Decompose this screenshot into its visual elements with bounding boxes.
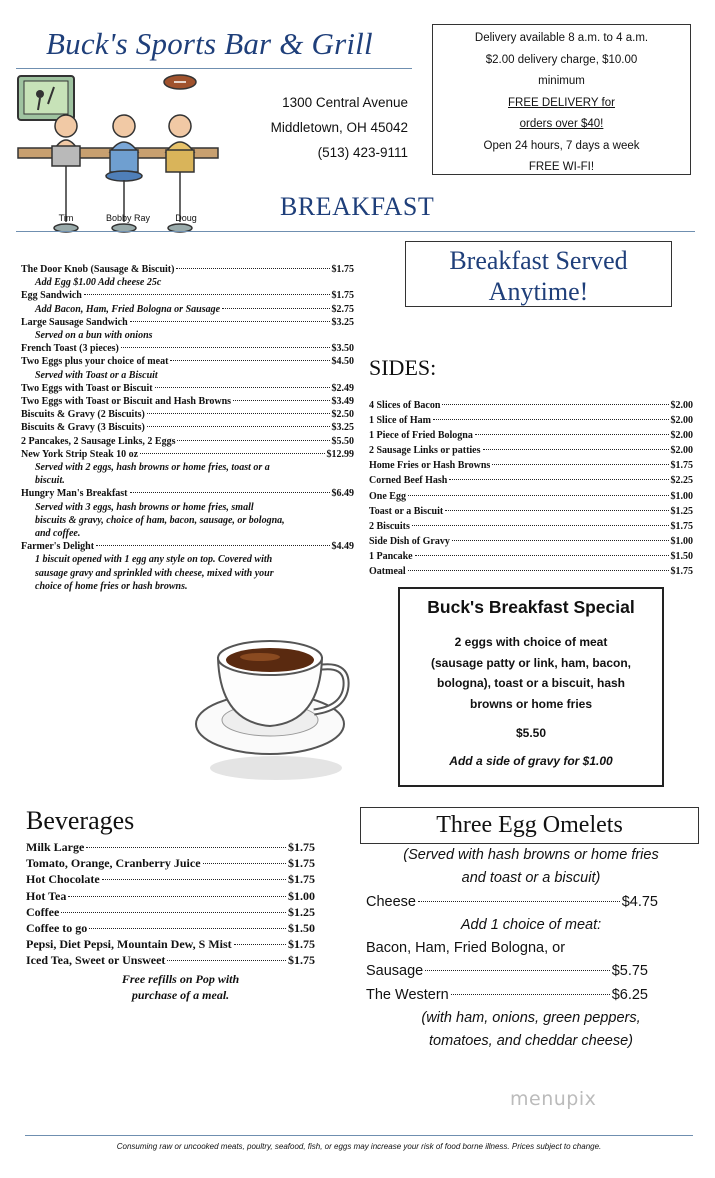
phone-number: (513) 423-9111 bbox=[317, 145, 408, 160]
fan-name-bobby-ray: Bobby Ray bbox=[105, 213, 151, 223]
menu-item: Two Eggs with Toast or Biscuit $2.49 bbox=[21, 382, 354, 394]
fan-name-tim: Tim bbox=[58, 213, 74, 223]
tv-icon bbox=[18, 76, 74, 120]
delivery-info-box bbox=[432, 24, 691, 175]
free-wifi: FREE WI-FI! bbox=[528, 161, 595, 173]
side-item: 2 Sausage Links or patties $2.00 bbox=[369, 445, 693, 457]
sports-fans-illustration bbox=[14, 72, 236, 244]
breakfast-heading: BREAKFAST bbox=[280, 192, 435, 221]
menu-item: The Door Knob (Sausage & Biscuit) $1.75 bbox=[21, 264, 354, 275]
menu-item-note: Served with 3 eggs, hash browns or home fries, small biscuits & gravy, choice of ham, bacon, sausage, or bologna, and coffee. bbox=[35, 501, 285, 540]
menu-item-note: Served with 2 eggs, hash browns or home fries, toast or a biscuit. bbox=[35, 462, 270, 487]
menu-item: New York Strip Steak 10 oz $12.99 bbox=[21, 448, 354, 460]
breakfast-anytime-line1: Breakfast Served bbox=[449, 246, 628, 275]
menu-item: Egg Sandwich $1.75 bbox=[21, 290, 354, 302]
free-refills-note: Free refills on Pop with purchase of a meal. bbox=[121, 971, 240, 1002]
header-divider bbox=[16, 68, 412, 69]
free-delivery: FREE DELIVERY for bbox=[508, 96, 615, 109]
omelet-item-western: The Western $6.25 bbox=[366, 986, 648, 1003]
side-item: 1 Piece of Fried Bologna $2.00 bbox=[369, 430, 693, 442]
special-heading: Buck's Breakfast Special bbox=[427, 597, 635, 617]
menu-item: Farmer's Delight $4.49 bbox=[21, 541, 354, 553]
menu-item: Biscuits & Gravy (2 Biscuits) $2.50 bbox=[21, 409, 354, 421]
side-item: Side Dish of Gravy $1.00 bbox=[369, 535, 693, 547]
menu-item-note: 1 biscuit opened with 1 egg any style on top. Covered with sausage gravy and sprinkled with cheese, mixed with your choice of home fries or hash browns. bbox=[35, 554, 274, 592]
omelet-served-with-2: and toast or a biscuit) bbox=[461, 870, 601, 887]
open-hours: Open 24 hours, 7 days a week bbox=[483, 139, 640, 152]
menu-item: Two Eggs plus your choice of meat $4.50 bbox=[21, 356, 354, 368]
breakfast-special-box bbox=[398, 587, 664, 787]
menu-item-note: Served on a bun with onions bbox=[35, 330, 153, 342]
menu-item: Two Eggs with Toast or Biscuit and Hash Browns $3.49 bbox=[21, 396, 354, 408]
menu-item: 2 Pancakes, 2 Sausage Links, 2 Eggs $5.50 bbox=[21, 435, 354, 447]
sides-list bbox=[369, 398, 693, 579]
beverage-item: Tomato, Orange, Cranberry Juice $1.75 bbox=[26, 856, 315, 871]
footer-disclaimer: Consuming raw or uncooked meats, poultry, seafood, fish, or eggs may increase your risk of food borne illness. Prices subject to change. bbox=[116, 1142, 602, 1151]
restaurant-title: Buck's Sports Bar & Grill bbox=[46, 26, 373, 61]
beverage-item: Hot Chocolate $1.75 bbox=[26, 872, 315, 887]
side-item: One Egg $1.00 bbox=[369, 490, 693, 502]
address-street: 1300 Central Avenue bbox=[282, 95, 408, 110]
omelet-item-meat: Sausage $5.75 bbox=[366, 963, 648, 980]
menu-item: Large Sausage Sandwich $3.25 bbox=[21, 316, 354, 328]
menu-item: Biscuits & Gravy (3 Biscuits) $3.25 bbox=[21, 422, 354, 434]
beverage-item: Iced Tea, Sweet or Unsweet $1.75 bbox=[26, 953, 315, 968]
menu-item: Hungry Man's Breakfast $6.49 bbox=[21, 488, 354, 500]
omelets-heading: Three Egg Omelets bbox=[360, 807, 699, 844]
special-description: 2 eggs with choice of meat (sausage patty or link, ham, bacon, bologna), toast or a biscuit, hash browns or home fries bbox=[430, 635, 632, 711]
omelet-served-with: (Served with hash browns or home fries bbox=[403, 847, 659, 863]
omelet-add-meat: Add 1 choice of meat: bbox=[460, 916, 602, 933]
beverage-item: Coffee to go $1.50 bbox=[26, 921, 315, 936]
side-item: Corned Beef Hash $2.25 bbox=[369, 475, 693, 487]
side-item: 2 Biscuits $1.75 bbox=[369, 520, 693, 532]
beverages-list bbox=[26, 839, 315, 1003]
omelet-western-desc-2: tomatoes, and cheddar cheese) bbox=[429, 1033, 633, 1050]
delivery-charge: $2.00 delivery charge, $10.00 bbox=[485, 53, 638, 66]
omelet-western-desc: (with ham, onions, green peppers, bbox=[421, 1010, 641, 1027]
beverage-item: Pepsi, Diet Pepsi, Mountain Dew, S Mist $1.75 bbox=[26, 937, 315, 952]
coffee-cup-icon bbox=[186, 628, 366, 788]
omelets-list bbox=[366, 844, 696, 1054]
menu-item-addon: Add Bacon, Ham, Fried Bologna or Sausage $2.75 bbox=[35, 303, 354, 315]
menu-item-note: Served with Toast or a Biscuit bbox=[35, 369, 158, 381]
football-icon bbox=[164, 75, 196, 89]
side-item: Toast or a Biscuit $1.25 bbox=[369, 505, 693, 517]
breakfast-divider bbox=[16, 231, 695, 232]
sides-heading: SIDES: bbox=[369, 355, 437, 380]
beverages-heading: Beverages bbox=[26, 806, 135, 835]
free-delivery-threshold: orders over $40! bbox=[519, 118, 604, 130]
special-price: $5.50 bbox=[515, 726, 547, 740]
breakfast-anytime-line2: Anytime! bbox=[488, 277, 589, 306]
footer-divider bbox=[25, 1135, 693, 1136]
address-block bbox=[236, 90, 408, 165]
delivery-hours: Delivery available 8 a.m. to 4 a.m. bbox=[474, 32, 649, 44]
breakfast-menu-list bbox=[21, 263, 354, 593]
special-gravy-addon: Add a side of gravy for $1.00 bbox=[449, 754, 613, 768]
omelet-meat-choices: Bacon, Ham, Fried Bologna, or bbox=[366, 940, 566, 957]
side-item: Home Fries or Hash Browns $1.75 bbox=[369, 460, 693, 472]
beverage-item: Hot Tea $1.00 bbox=[26, 888, 315, 903]
menu-item-note: Add Egg $1.00 Add cheese 25c bbox=[35, 277, 162, 289]
omelet-item-cheese: Cheese $4.75 bbox=[366, 893, 658, 910]
side-item: 1 Slice of Ham $2.00 bbox=[369, 415, 693, 427]
menu-item: French Toast (3 pieces) $3.50 bbox=[21, 343, 354, 355]
watermark: menupix bbox=[510, 1088, 597, 1110]
side-item: 1 Pancake $1.50 bbox=[369, 550, 693, 562]
side-item: Oatmeal $1.75 bbox=[369, 566, 693, 578]
address-city: Middletown, OH 45042 bbox=[270, 120, 408, 135]
breakfast-anytime-box bbox=[405, 241, 672, 307]
side-item: 4 Slices of Bacon $2.00 bbox=[369, 400, 693, 411]
delivery-minimum: minimum bbox=[538, 75, 585, 87]
beverage-item: Milk Large $1.75 bbox=[26, 840, 315, 854]
fan-name-doug: Doug bbox=[175, 213, 197, 223]
beverage-item: Coffee $1.25 bbox=[26, 904, 315, 919]
